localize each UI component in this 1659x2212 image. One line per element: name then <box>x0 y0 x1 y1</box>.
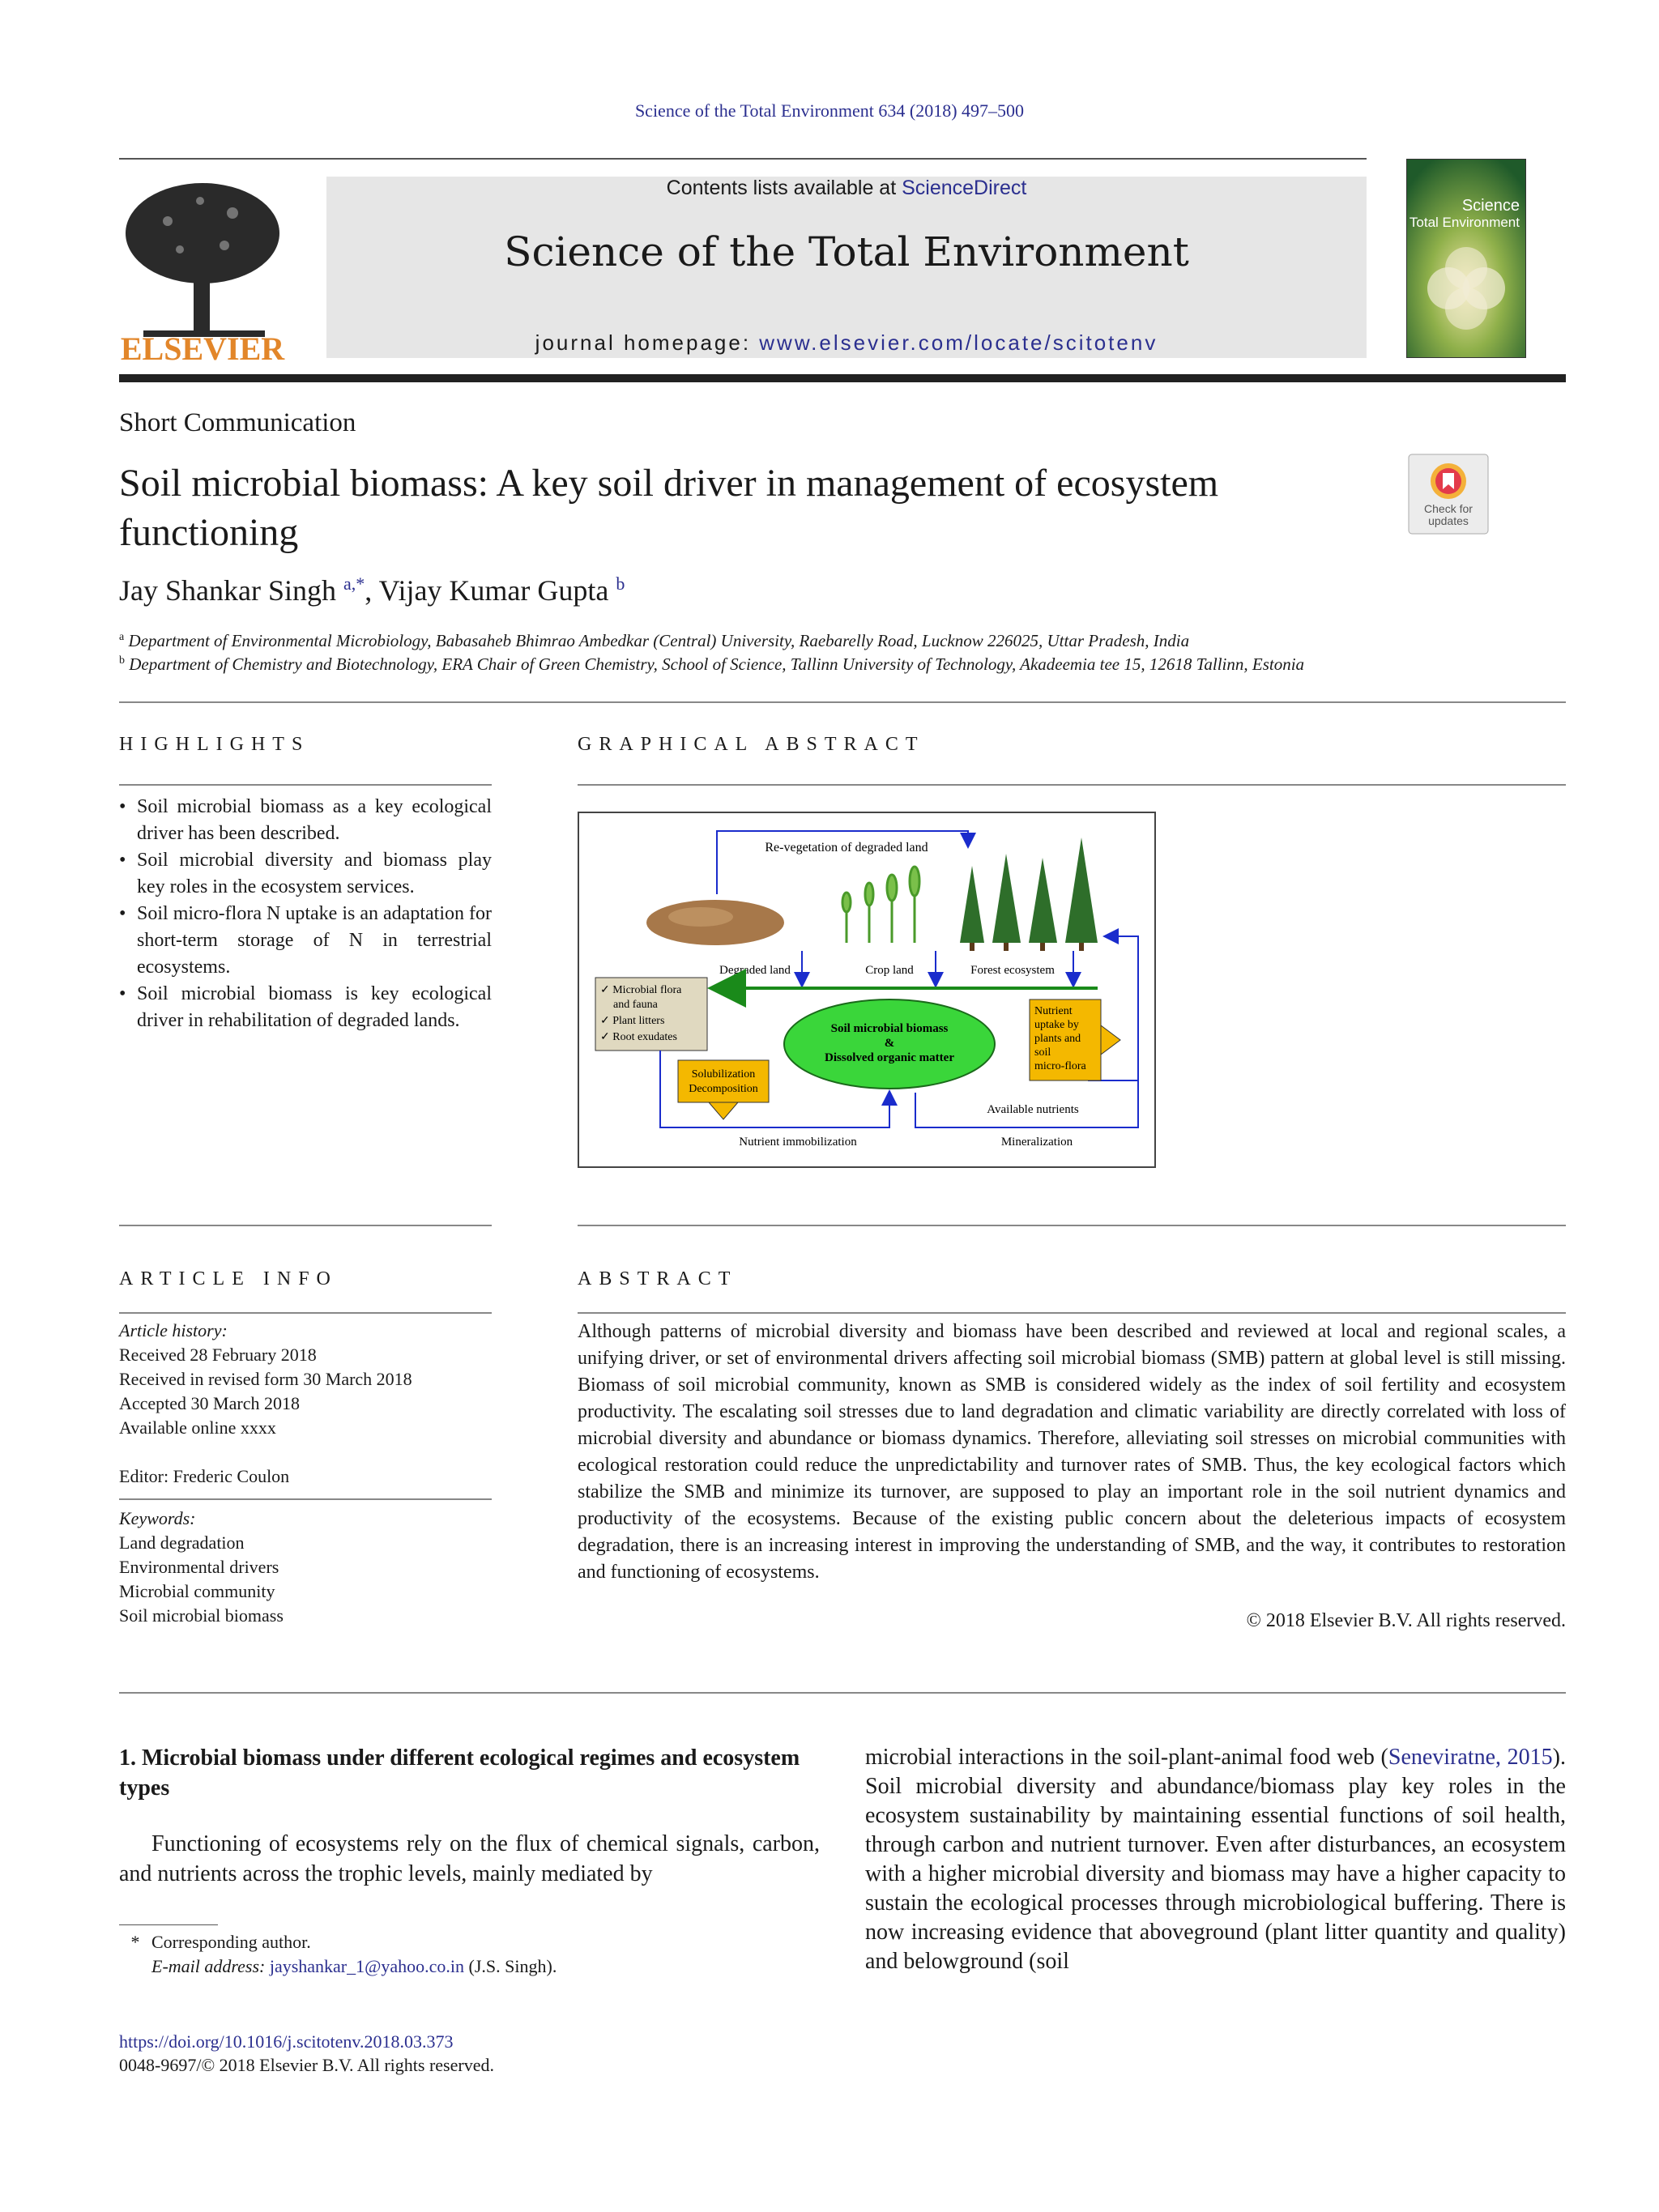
article-title: Soil microbial biomass: A key soil driver in management of ecosystem functioning <box>119 462 1219 554</box>
journal-cover-image[interactable] <box>1406 159 1526 358</box>
contents-prefix: Contents lists available at <box>666 177 902 199</box>
ga-uptake-line: uptake by <box>1034 1019 1079 1031</box>
homepage-link[interactable]: www.elsevier.com/locate/scitotenv <box>759 330 1158 355</box>
highlight-item: • Soil microbial biomass as a key ecological driver has been described. <box>119 794 492 847</box>
header-rule <box>119 158 1367 160</box>
keyword: Environmental drivers <box>119 1557 279 1577</box>
ga-crop-image <box>842 867 919 943</box>
body-paragraph-col2 <box>865 1743 1566 1976</box>
check-for-updates-button[interactable] <box>1408 454 1489 535</box>
graphical-abstract-figure[interactable] <box>578 812 1156 1168</box>
abstract-rule <box>578 1312 1566 1314</box>
ga-uptake-line: Nutrient <box>1034 1005 1073 1017</box>
ga-inputs-item-1b: and fauna <box>613 999 658 1011</box>
elsevier-wordmark: ELSEVIER <box>120 330 285 363</box>
ga-forest-image <box>960 837 1098 951</box>
citation-link[interactable]: Seneviratne, 2015 <box>1388 1745 1553 1770</box>
ga-smb-line2: & <box>884 1037 895 1050</box>
affiliation-a <box>119 631 1189 651</box>
homepage-prefix: journal homepage: <box>535 330 760 355</box>
ga-crop-label: Crop land <box>865 964 914 977</box>
abstract-top-rule <box>578 1225 1566 1226</box>
corresponding-author-note: Corresponding author. <box>151 1932 311 1952</box>
footnote-marker: * <box>130 1932 140 1952</box>
keyword: Microbial community <box>119 1581 275 1601</box>
footer <box>119 2030 494 2077</box>
elsevier-logo <box>119 177 286 363</box>
accepted-date: Accepted 30 March 2018 <box>119 1393 300 1413</box>
ga-inputs-item-3: ✓ Root exudates <box>600 1031 677 1043</box>
highlights-heading: HIGHLIGHTS <box>119 734 310 755</box>
footnote <box>119 1930 557 1979</box>
ga-uptake-line: micro-flora <box>1034 1060 1086 1072</box>
article-info-block <box>119 1319 492 1628</box>
check-updates-line2: updates <box>1428 514 1469 527</box>
affiliation-rule <box>119 701 1566 703</box>
article-info-rule <box>119 1312 492 1314</box>
revised-date: Received in revised form 30 March 2018 <box>119 1369 412 1389</box>
body-text: microbial interactions in the soil-plant-animal food web ( <box>865 1745 1388 1770</box>
ga-inputs-item-1: ✓ Microbial flora <box>600 984 682 996</box>
article-info-top-rule <box>119 1225 492 1226</box>
journal-title: Science of the Total Environment <box>504 228 1189 275</box>
section-heading: 1. Microbial biomass under different ecological regimes and ecosystem types <box>119 1745 800 1801</box>
abstract-heading: ABSTRACT <box>578 1268 738 1289</box>
cover-title-2: Total Environment <box>1409 215 1520 230</box>
author-separator: , <box>365 574 379 607</box>
article-type: Short Communication <box>119 408 356 437</box>
ga-smb-line1: Soil microbial biomass <box>830 1022 949 1035</box>
sciencedirect-link[interactable]: ScienceDirect <box>902 177 1027 199</box>
highlight-item: • Soil microbial diversity and biomass play key roles in the ecosystem services. <box>119 847 492 901</box>
check-updates-line1: Check for <box>1424 502 1473 515</box>
ga-solubilization-line1: Solubilization <box>691 1068 756 1080</box>
ga-smb-line3: Dissolved organic matter <box>825 1051 954 1064</box>
ga-degraded-label: Degraded land <box>719 964 791 977</box>
received-date: Received 28 February 2018 <box>119 1345 317 1365</box>
keyword: Land degradation <box>119 1532 245 1553</box>
affiliation-b <box>119 654 1304 675</box>
email-label: E-mail address: <box>151 1956 270 1976</box>
doi-link[interactable]: https://doi.org/10.1016/j.scitotenv.2018.03.373 <box>119 2031 454 2052</box>
body-text: ). Soil microbial diversity and abundance/biomass play key roles in the ecosystem sustainability by maintaining essential functions of soil health, through carbon and nutrient turnover. Even after disturbances, an ecosystem with a higher microbial diversity and biomass may have a higher capacity to sustain the ecological processes through microbiological buffering. There is now increasing evidence that aboveground (plant litter quantity and quality) and belowground (soil <box>865 1745 1566 1974</box>
author-name[interactable]: Vijay Kumar Gupta <box>378 574 609 607</box>
ga-inputs-item-2: ✓ Plant litters <box>600 1015 665 1027</box>
ga-solubilization-box <box>678 1060 769 1102</box>
abstract-text: Although patterns of microbial diversity and biomass have been described and reviewed at local and regional scales, a unifying driver, or set of environmental drivers affecting soil microbial biomass (SMB) pattern at global level is still missing. Biomass of soil microbial community, known as SMB is considered widely as the index of soil fertility and ecosystem productivity. The escalating soil stresses due to land degradation and climatic variability are directly correlated with loss of microbial diversity and abundance or biomass dynamics. Therefore, alleviating soil stresses on microbial communities with ecological restoration could reduce the unpredictability and turnover rates of SMB. Thus, the key ecological factors which stabilize the SMB and minimize its turnover, are supposed to play an important role in the soil nutrient dynamics and productivity of the ecosystems. Because of the existing public concern about the deleterious impacts of ecosystem degradation, there is an increasing interest in improving the understanding of SMB, and the way, it contributes to restoration and functioning of ecosystems. <box>578 1321 1566 1583</box>
highlights-list <box>119 794 492 1034</box>
ga-available-label: Available nutrients <box>987 1103 1079 1116</box>
editor: Editor: Frederic Coulon <box>119 1466 290 1486</box>
highlight-item: • Soil micro-flora N uptake is an adaptation for short-term storage of N in terrestrial ecosystems. <box>119 901 492 981</box>
contents-line <box>326 177 1367 200</box>
email-link[interactable]: jayshankar_1@yahoo.co.in <box>269 1956 465 1976</box>
body-paragraph: Functioning of ecosystems rely on the flux of chemical signals, carbon, and nutrients across the trophic levels, mainly mediated by <box>119 1831 820 1886</box>
highlights-rule <box>119 784 492 786</box>
online-date: Available online xxxx <box>119 1417 276 1438</box>
issn-line: 0048-9697/© 2018 Elsevier B.V. All rights reserved. <box>119 2055 494 2075</box>
header-thick-rule <box>119 374 1566 382</box>
highlight-item: • Soil microbial biomass is key ecological driver in rehabilitation of degraded lands. <box>119 981 492 1034</box>
article-info-heading: ARTICLE INFO <box>119 1268 338 1289</box>
ga-uptake-line: soil <box>1034 1046 1051 1059</box>
ga-solubilization-line2: Decomposition <box>689 1083 758 1095</box>
abstract-copyright: © 2018 Elsevier B.V. All rights reserved. <box>1246 1610 1566 1631</box>
history-label: Article history: <box>119 1320 228 1340</box>
affiliation-text: Department of Environmental Microbiology, Babasaheb Bhimrao Ambedkar (Central) University, Raebarelly Road, Lucknow 226025, Uttar Pradesh, India <box>128 631 1190 650</box>
author-affiliation-mark[interactable]: a,* <box>343 573 365 594</box>
affiliation-mark: a <box>119 631 125 643</box>
ga-mineralization-label: Mineralization <box>1000 1136 1073 1149</box>
keyword: Soil microbial biomass <box>119 1605 284 1626</box>
keywords-label: Keywords: <box>119 1508 196 1528</box>
keywords-rule <box>119 1498 492 1500</box>
graphical-abstract-heading: GRAPHICAL ABSTRACT <box>578 734 925 755</box>
graphical-abstract-rule <box>578 784 1566 786</box>
journal-citation[interactable]: Science of the Total Environment 634 (2018) 497–500 <box>634 100 1025 121</box>
author-affiliation-mark[interactable]: b <box>616 573 625 594</box>
cover-title-1: Science <box>1461 197 1520 215</box>
journal-homepage <box>326 330 1367 356</box>
ga-forest-label: Forest ecosystem <box>970 964 1055 977</box>
affiliation-mark: b <box>119 654 125 667</box>
author-list <box>119 573 625 607</box>
author-name[interactable]: Jay Shankar Singh <box>119 574 336 607</box>
ga-immobilization-label: Nutrient immobilization <box>739 1136 857 1149</box>
body-rule <box>119 1692 1566 1694</box>
ga-revegetation-label: Re-vegetation of degraded land <box>765 841 928 855</box>
footnote-rule <box>119 1924 218 1925</box>
affiliation-text: Department of Chemistry and Biotechnology, ERA Chair of Green Chemistry, School of Science, Tallinn University of Technology, Akadeemia tee 15, 12618 Tallinn, Estonia <box>129 654 1305 674</box>
email-suffix: (J.S. Singh). <box>464 1956 557 1976</box>
ga-uptake-line: plants and <box>1034 1033 1081 1045</box>
